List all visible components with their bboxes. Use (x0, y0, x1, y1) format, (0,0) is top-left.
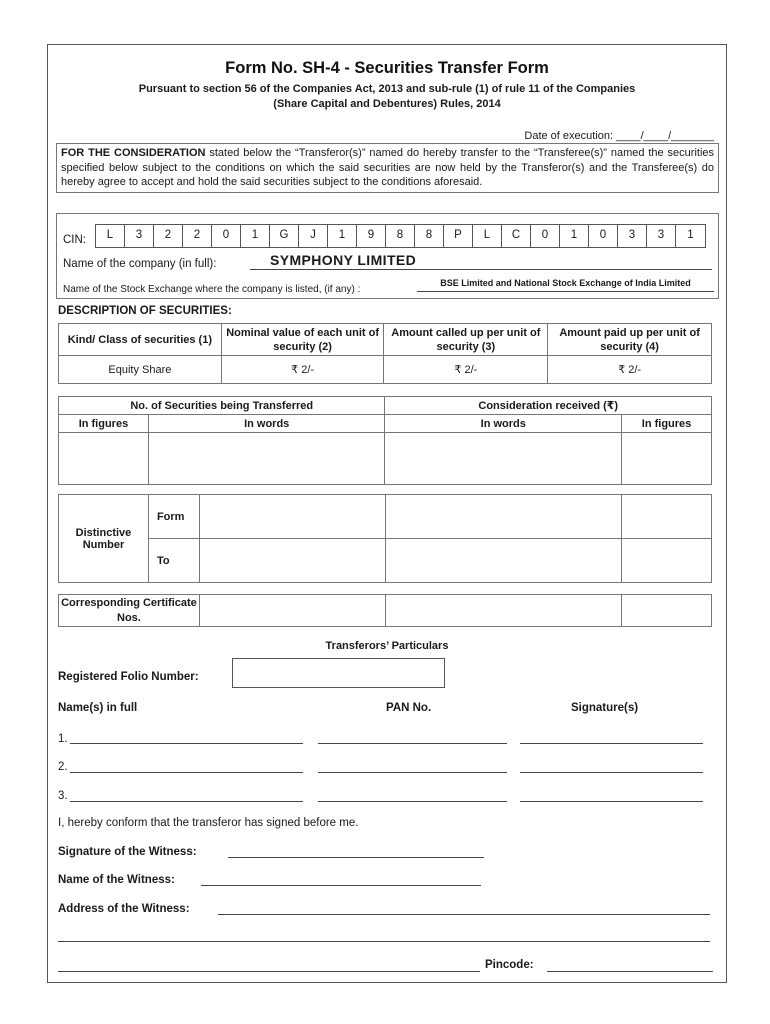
form-title: Form No. SH-4 - Securities Transfer Form (225, 59, 549, 77)
witness-signature-label: Signature of the Witness: (58, 846, 197, 858)
transferor-1-name-line[interactable] (70, 743, 303, 744)
pincode-label: Pincode: (485, 959, 534, 971)
distinctive-form-cell-3[interactable] (622, 495, 712, 539)
consideration-text: stated below the “Transferor(s)” named do hereby transfer to the “Transferee(s)” named the securities specified below subject to the conditions on which the said securities are now held by the Transferor(s) and the Transferee(s) do hereby agree to accept and hold the said securities subject to the conditions aforesaid. (61, 147, 715, 189)
transferors-heading: Transferors’ Particulars (325, 640, 449, 652)
header-in-figures-2: In figures (622, 415, 712, 433)
pincode-line[interactable] (547, 971, 713, 972)
certificate-table (58, 594, 712, 627)
header-in-words-2: In words (385, 415, 622, 433)
header-kind-class: Kind/ Class of securities (1) (59, 324, 222, 356)
header-in-words-1: In words (148, 415, 385, 433)
witness-signature-line[interactable] (228, 857, 484, 858)
form-subtitle (48, 82, 726, 112)
securities-words-cell[interactable] (148, 433, 385, 485)
witness-name-line[interactable] (201, 885, 481, 886)
distinctive-to-cell-2[interactable] (385, 539, 622, 583)
witness-address-line-2[interactable] (58, 941, 710, 942)
to-label: To (148, 539, 199, 583)
pan-column-label: PAN No. (386, 702, 432, 714)
cin-cell: G (270, 225, 299, 247)
cin-cell: C (502, 225, 531, 247)
witness-address-line-3[interactable] (58, 971, 480, 972)
cin-cell: 8 (415, 225, 444, 247)
date-of-execution[interactable]: Date of execution: ____/____/_______ (524, 130, 714, 142)
header-consideration: Consideration received (₹) (385, 397, 712, 415)
cin-cells (95, 224, 706, 248)
folio-input[interactable] (232, 658, 445, 688)
subtitle-line-2: (Share Capital and Debentures) Rules, 2014 (273, 98, 501, 110)
company-details-box (56, 213, 719, 299)
company-name-label: Name of the company (in full): (63, 258, 217, 270)
securities-figures-cell[interactable] (59, 433, 149, 485)
certificate-cell-3[interactable] (622, 595, 712, 627)
distinctive-number-table (58, 494, 712, 583)
header-in-figures-1: In figures (59, 415, 149, 433)
transferor-row-number: 1. (58, 733, 68, 745)
transferor-3-name-line[interactable] (70, 801, 303, 802)
cin-cell: 1 (687, 229, 694, 241)
distinctive-form-cell-2[interactable] (385, 495, 622, 539)
header-nominal-value: Nominal value of each unit of security (2) (221, 324, 384, 356)
witness-name-label: Name of the Witness: (58, 874, 175, 886)
stock-exchange-label: Name of the Stock Exchange where the company is listed, (if any) : (63, 284, 361, 295)
transferor-1-signature-line[interactable] (520, 743, 703, 744)
transferor-3-signature-line[interactable] (520, 801, 703, 802)
cin-cell: 2 (183, 225, 212, 247)
transfer-table (58, 396, 712, 485)
cin-cell: 0 (212, 225, 241, 247)
distinctive-form-cell-1[interactable] (199, 495, 385, 539)
witness-address-line-1[interactable] (218, 914, 710, 915)
cell-amount-called: ₹ 2/- (384, 356, 548, 384)
cin-cell: 8 (386, 225, 415, 247)
certificate-cell-1[interactable] (199, 595, 385, 627)
cell-amount-paid: ₹ 2/- (548, 356, 712, 384)
subtitle-line-1: Pursuant to section 56 of the Companies Act, 2013 and sub-rule (1) of rule 11 of the Companies (138, 83, 636, 95)
cin-cell: 1 (560, 225, 589, 247)
transferor-1-pan-line[interactable] (318, 743, 507, 744)
cin-cell: 3 (647, 225, 676, 247)
witness-conform-text: I, hereby conform that the transferor has signed before me. (58, 817, 359, 829)
cin-cell: 9 (357, 225, 386, 247)
consideration-lead: FOR THE CONSIDERATION (61, 147, 206, 159)
certificate-cell-2[interactable] (385, 595, 622, 627)
folio-label: Registered Folio Number: (58, 671, 199, 683)
cin-cell: 3 (618, 225, 647, 247)
description-heading: DESCRIPTION OF SECURITIES: (58, 305, 232, 317)
witness-address-label: Address of the Witness: (58, 903, 190, 915)
table-row (59, 433, 712, 485)
cin-cell: 1 (241, 225, 270, 247)
distinctive-number-label: Distinctive Number (59, 495, 149, 583)
cell-kind-class: Equity Share (59, 356, 222, 384)
transferor-row-number: 3. (58, 790, 68, 802)
consideration-words-cell[interactable] (385, 433, 622, 485)
header-no-securities: No. of Securities being Transferred (59, 397, 385, 415)
form-page (47, 44, 727, 983)
cin-cell: 0 (589, 225, 618, 247)
names-column-label: Name(s) in full (58, 702, 138, 714)
securities-table (58, 323, 712, 384)
signature-column-label: Signature(s) (571, 702, 639, 714)
form-label: Form (148, 495, 199, 539)
cin-label: CIN: (63, 234, 86, 246)
cin-cell: P (444, 225, 473, 247)
company-name-field[interactable]: SYMPHONY LIMITED (250, 252, 712, 270)
header-amount-paid: Amount paid up per unit of security (4) (548, 324, 712, 356)
stock-exchange-field[interactable]: BSE Limited and National Stock Exchange of India Limited (417, 278, 714, 292)
consideration-box (56, 143, 719, 193)
transferor-row-number: 2. (58, 761, 68, 773)
corresponding-certificate-label: Corresponding Certificate Nos. (59, 595, 200, 627)
cin-cell: 3 (125, 225, 154, 247)
distinctive-to-cell-1[interactable] (199, 539, 385, 583)
table-row (59, 356, 712, 384)
consideration-figures-cell[interactable] (622, 433, 712, 485)
transferor-2-signature-line[interactable] (520, 772, 703, 773)
cin-cell: J (299, 225, 328, 247)
transferor-2-pan-line[interactable] (318, 772, 507, 773)
cin-cell: L (96, 225, 125, 247)
cin-cell: L (473, 225, 502, 247)
distinctive-to-cell-3[interactable] (622, 539, 712, 583)
cin-cell: 2 (154, 225, 183, 247)
cin-cell: 0 (531, 225, 560, 247)
cin-cell: 1 (328, 225, 357, 247)
cell-nominal-value: ₹ 2/- (221, 356, 384, 384)
transferor-3-pan-line[interactable] (318, 801, 507, 802)
header-amount-called: Amount called up per unit of security (3) (384, 324, 548, 356)
transferor-2-name-line[interactable] (70, 772, 303, 773)
